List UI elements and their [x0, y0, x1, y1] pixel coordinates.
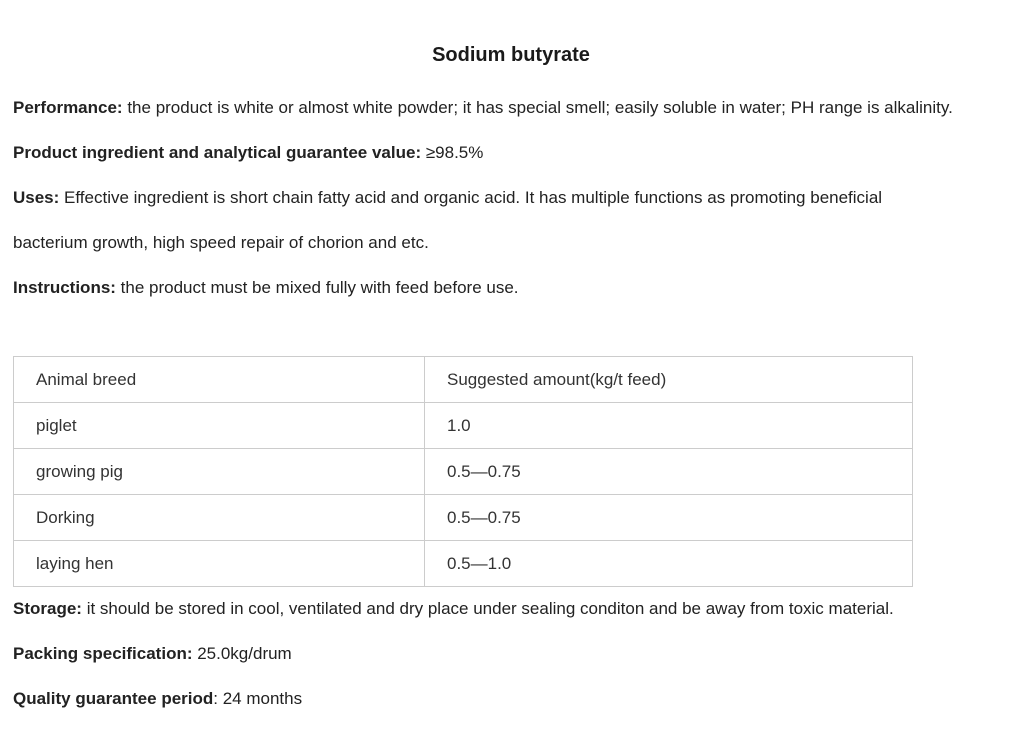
table-cell-breed: Dorking: [14, 495, 425, 541]
packing-paragraph: [13, 644, 292, 664]
table-header-row: [14, 357, 913, 403]
uses-paragraph: [13, 188, 882, 208]
uses-text-line2: bacterium growth, high speed repair of chorion and etc.: [13, 233, 429, 252]
table-cell-breed: laying hen: [14, 541, 425, 587]
uses-label: Uses:: [13, 188, 60, 207]
quality-paragraph: [13, 689, 302, 709]
table-header-cell: Animal breed: [14, 357, 425, 403]
ingredient-label: Product ingredient and analytical guarantee value:: [13, 143, 422, 162]
table-row: [14, 449, 913, 495]
packing-label: Packing specification:: [13, 644, 193, 663]
instructions-text: the product must be mixed fully with feed before use.: [115, 278, 519, 297]
instructions-label: Instructions:: [13, 278, 116, 297]
table-cell-amount: 0.5—0.75: [425, 495, 913, 541]
table-cell-breed: growing pig: [14, 449, 425, 495]
performance-text: the product is white or almost white powder; it has special smell; easily soluble in water; PH range is alkalinity.: [122, 98, 953, 117]
table-header-cell: Suggested amount(kg/t feed): [425, 357, 913, 403]
table-cell-breed: piglet: [14, 403, 425, 449]
storage-label: Storage:: [13, 599, 82, 618]
uses-paragraph-continued: [13, 233, 429, 253]
uses-text-line1: Effective ingredient is short chain fatty acid and organic acid. It has multiple functions as promoting beneficial: [59, 188, 883, 207]
performance-paragraph: [13, 98, 953, 118]
ingredient-text: ≥98.5%: [421, 143, 484, 162]
packing-text: 25.0kg/drum: [192, 644, 292, 663]
table-row: [14, 541, 913, 587]
storage-paragraph: [13, 599, 894, 619]
table-row: [14, 403, 913, 449]
table-row: [14, 495, 913, 541]
storage-text: it should be stored in cool, ventilated and dry place under sealing conditon and be away from toxic material.: [81, 599, 894, 618]
quality-text: : 24 months: [213, 689, 303, 708]
ingredient-paragraph: [13, 143, 483, 163]
page-title: Sodium butyrate: [432, 44, 590, 66]
instructions-paragraph: [13, 278, 519, 298]
quality-label: Quality guarantee period: [13, 689, 214, 708]
performance-label: Performance:: [13, 98, 123, 117]
dosage-table: [13, 356, 913, 587]
table-cell-amount: 0.5—1.0: [425, 541, 913, 587]
table-cell-amount: 0.5—0.75: [425, 449, 913, 495]
table-cell-amount: 1.0: [425, 403, 913, 449]
